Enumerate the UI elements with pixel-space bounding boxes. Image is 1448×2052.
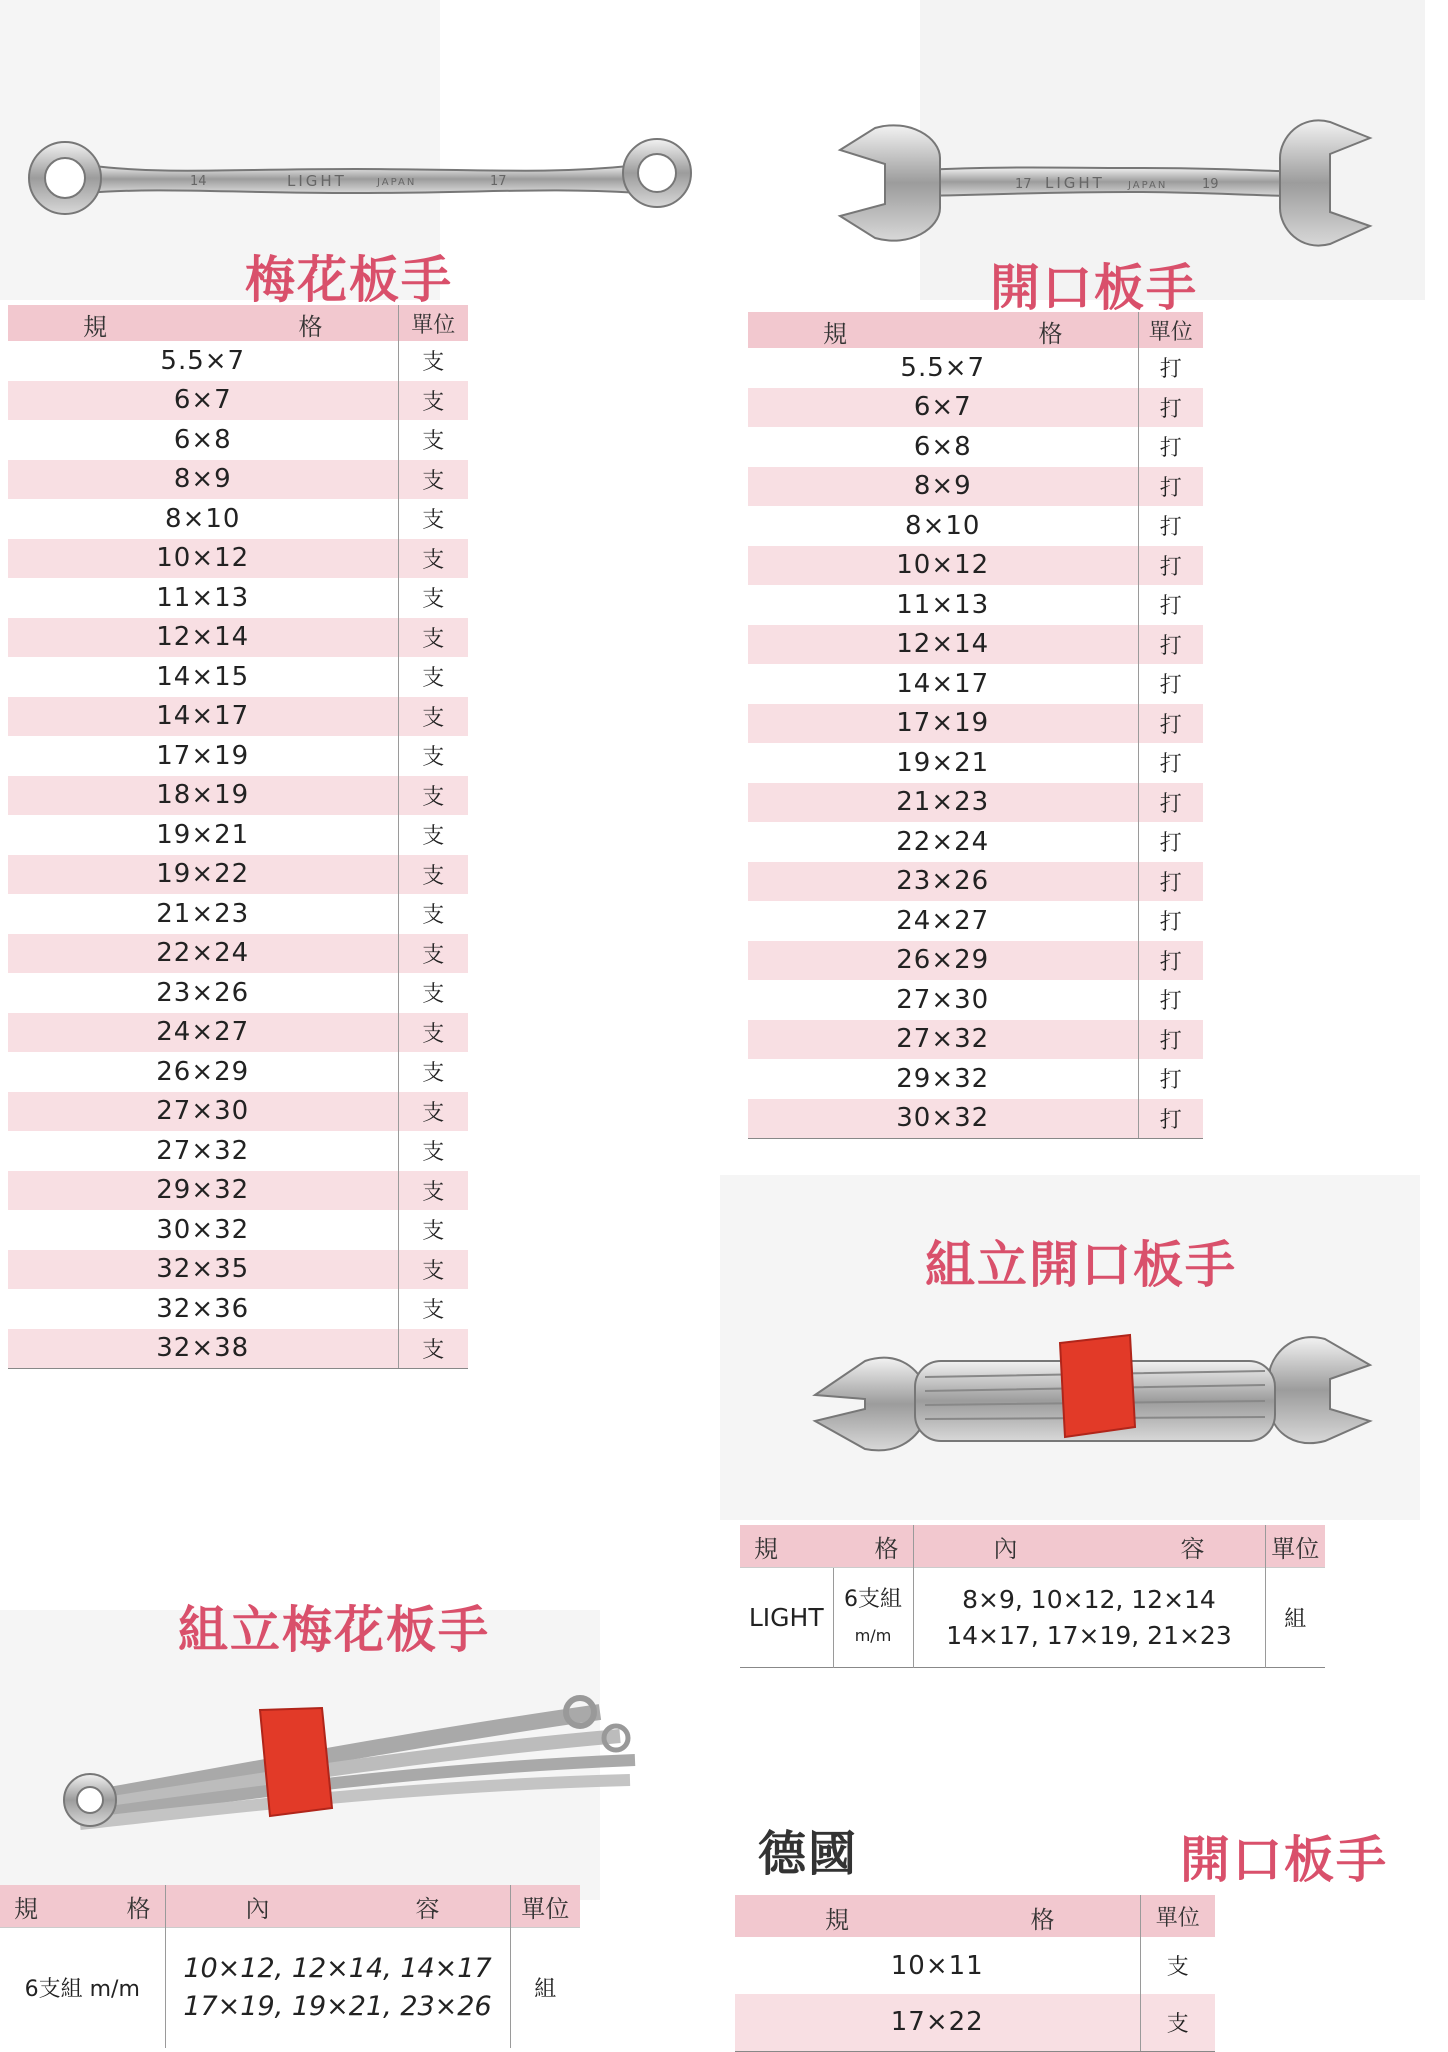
table-row bbox=[8, 1289, 468, 1329]
size-cell: 19×21 bbox=[896, 747, 990, 778]
spec-header bbox=[748, 312, 1138, 348]
content-header-char-1: 內 bbox=[993, 1534, 1018, 1563]
size-cell: 17×19 bbox=[156, 740, 250, 771]
german-prefix: 德國 bbox=[758, 1826, 859, 1882]
unit-cell: 打 bbox=[1138, 980, 1203, 1020]
content-header bbox=[165, 1885, 510, 1928]
table-row bbox=[748, 467, 1203, 507]
unit-cell: 支 bbox=[398, 1250, 468, 1290]
unit-cell: 打 bbox=[1138, 427, 1203, 467]
table-row bbox=[8, 776, 468, 816]
spec-header-char-2: 格 bbox=[126, 1894, 151, 1923]
size-cell: 8×9 bbox=[173, 464, 232, 495]
open-wrench-table bbox=[748, 312, 1203, 1139]
unit-cell: 支 bbox=[398, 381, 468, 421]
spec-header-char-2: 格 bbox=[1030, 1906, 1055, 1934]
content-line-1: 10×12, 12×14, 14×17 bbox=[183, 1952, 492, 1984]
unit-cell: 支 bbox=[398, 1289, 468, 1329]
spec-header-char-2: 格 bbox=[874, 1534, 899, 1563]
table-row bbox=[8, 539, 468, 579]
table-row bbox=[748, 901, 1203, 941]
table-row bbox=[748, 348, 1203, 388]
unit-cell: 打 bbox=[1138, 941, 1203, 981]
unit-cell: 打 bbox=[1138, 506, 1203, 546]
size-cell: 17×22 bbox=[735, 1994, 1140, 2051]
size-cell: 8×10 bbox=[165, 503, 241, 534]
table-row bbox=[740, 1568, 1325, 1668]
table-row bbox=[748, 822, 1203, 862]
spec-header bbox=[740, 1525, 913, 1568]
spec-header-char-2: 格 bbox=[1038, 320, 1063, 348]
unit-cell: 支 bbox=[398, 539, 468, 579]
size-cell: 6×8 bbox=[913, 431, 972, 462]
table-row bbox=[0, 1928, 580, 2048]
table-row bbox=[8, 973, 468, 1013]
size-cell: 27×32 bbox=[156, 1135, 250, 1166]
table-header-row bbox=[740, 1525, 1325, 1568]
ring-wrench-engraving-origin: JAPAN bbox=[377, 177, 417, 188]
size-cell: 14×17 bbox=[156, 701, 250, 732]
ring-wrench-set-table bbox=[0, 1885, 580, 2048]
unit-header: 單位 bbox=[1138, 312, 1203, 348]
size-cell: 17×19 bbox=[896, 708, 990, 739]
unit-cell: 支 bbox=[398, 1210, 468, 1250]
table-row bbox=[8, 1052, 468, 1092]
unit-cell: 支 bbox=[398, 420, 468, 460]
unit-cell: 支 bbox=[398, 776, 468, 816]
unit-cell: 支 bbox=[398, 1171, 468, 1211]
ring-wrench-image bbox=[25, 135, 695, 225]
table-row bbox=[748, 980, 1203, 1020]
unit-cell: 打 bbox=[1138, 625, 1203, 665]
unit-cell: 支 bbox=[398, 736, 468, 776]
table-row bbox=[8, 1250, 468, 1290]
size-cell: 14×15 bbox=[156, 661, 250, 692]
table-row bbox=[748, 427, 1203, 467]
table-header-row bbox=[748, 312, 1203, 348]
spec-header bbox=[735, 1895, 1140, 1937]
content-line-2: 14×17, 17×19, 21×23 bbox=[946, 1620, 1232, 1650]
unit-header: 單位 bbox=[398, 305, 468, 341]
table-row bbox=[748, 1020, 1203, 1060]
table-row bbox=[8, 341, 468, 381]
unit-cell: 支 bbox=[398, 1131, 468, 1171]
table-row bbox=[8, 1013, 468, 1053]
unit-cell: 組 bbox=[510, 1928, 580, 2048]
unit-cell: 支 bbox=[398, 934, 468, 974]
spec-header bbox=[8, 305, 398, 341]
table-row bbox=[8, 894, 468, 934]
unit-header: 單位 bbox=[1265, 1525, 1325, 1568]
unit-cell: 支 bbox=[398, 1329, 468, 1369]
unit-cell: 支 bbox=[398, 578, 468, 618]
unit-cell: 打 bbox=[1138, 585, 1203, 625]
unit-cell: 打 bbox=[1138, 704, 1203, 744]
table-row bbox=[735, 1937, 1215, 1994]
content-header-char-1: 內 bbox=[245, 1894, 270, 1923]
spec-header-char-1: 規 bbox=[83, 313, 107, 341]
pieces-cell bbox=[833, 1568, 913, 1668]
table-row bbox=[748, 783, 1203, 823]
size-cell: 6×7 bbox=[173, 385, 232, 416]
size-cell: 32×35 bbox=[156, 1254, 250, 1285]
ring-wrench-engraving-brand: LIGHT bbox=[287, 172, 347, 190]
size-cell: 30×32 bbox=[748, 1099, 1138, 1139]
size-cell: 18×19 bbox=[156, 780, 250, 811]
size-cell: 5.5×7 bbox=[900, 352, 986, 383]
size-cell: 14×17 bbox=[896, 668, 990, 699]
unit-cell: 支 bbox=[398, 973, 468, 1013]
unit-header: 單位 bbox=[1140, 1895, 1215, 1937]
size-cell: 19×21 bbox=[156, 819, 250, 850]
unit-cell: 打 bbox=[1138, 1099, 1203, 1139]
size-cell: 27×32 bbox=[896, 1024, 990, 1055]
table-row bbox=[8, 1131, 468, 1171]
unit-cell: 支 bbox=[398, 657, 468, 697]
unit-cell: 打 bbox=[1138, 388, 1203, 428]
open-wrench-engraving-left: 17 bbox=[1015, 177, 1032, 192]
ring-wrench-set-image bbox=[60, 1690, 640, 1840]
table-row bbox=[8, 381, 468, 421]
size-cell: 5.5×7 bbox=[160, 345, 246, 376]
open-wrench-engraving-brand: LIGHT bbox=[1045, 174, 1105, 192]
table-row bbox=[748, 506, 1203, 546]
table-row bbox=[8, 460, 468, 500]
german-open-wrench-table bbox=[735, 1895, 1215, 2052]
table-row bbox=[748, 1099, 1203, 1139]
table-row bbox=[8, 618, 468, 658]
unit-cell: 支 bbox=[398, 460, 468, 500]
open-wrench-engraving-origin: JAPAN bbox=[1128, 180, 1168, 191]
size-cell: 10×11 bbox=[890, 1950, 984, 1981]
size-cell: 27×30 bbox=[896, 984, 990, 1015]
unit-cell: 支 bbox=[398, 1013, 468, 1053]
spec-header bbox=[0, 1885, 165, 1928]
open-wrench-set-table bbox=[740, 1525, 1325, 1668]
content-cell bbox=[165, 1928, 510, 2048]
size-cell: 23×26 bbox=[896, 866, 990, 897]
unit-cell: 打 bbox=[1138, 783, 1203, 823]
table-row bbox=[748, 664, 1203, 704]
content-header bbox=[913, 1525, 1265, 1568]
open-wrench-set-title: 組立開口板手 bbox=[925, 1236, 1237, 1294]
ring-wrench-table bbox=[8, 305, 468, 1369]
table-header-row bbox=[0, 1885, 580, 1928]
unit-cell: 支 bbox=[1140, 1937, 1215, 1994]
unit-cell: 支 bbox=[398, 855, 468, 895]
unit-cell: 打 bbox=[1138, 348, 1203, 388]
table-row bbox=[8, 420, 468, 460]
table-row bbox=[748, 546, 1203, 586]
table-row bbox=[748, 743, 1203, 783]
content-header-char-2: 容 bbox=[1180, 1534, 1205, 1563]
size-cell: 29×32 bbox=[156, 1175, 250, 1206]
unit-header: 單位 bbox=[510, 1885, 580, 1928]
unit-cell: 打 bbox=[1138, 1059, 1203, 1099]
size-cell: 8×10 bbox=[905, 510, 981, 541]
size-cell: 6×8 bbox=[173, 424, 232, 455]
unit-cell: 支 bbox=[398, 341, 468, 381]
size-cell: 22×24 bbox=[156, 938, 250, 969]
unit-cell: 支 bbox=[398, 894, 468, 934]
spec-header-char-1: 規 bbox=[823, 320, 847, 348]
size-cell: 27×30 bbox=[156, 1096, 250, 1127]
spec-header-char-1: 規 bbox=[825, 1906, 849, 1934]
open-wrench-engraving-right: 19 bbox=[1202, 177, 1219, 192]
table-header-row bbox=[735, 1895, 1215, 1937]
size-cell: 32×38 bbox=[8, 1329, 398, 1369]
size-cell: 26×29 bbox=[156, 1056, 250, 1087]
open-wrench-set-image bbox=[805, 1325, 1380, 1475]
table-row bbox=[8, 736, 468, 776]
table-row bbox=[8, 1171, 468, 1211]
size-cell: 10×12 bbox=[156, 543, 250, 574]
size-cell: 21×23 bbox=[896, 787, 990, 818]
table-row bbox=[748, 862, 1203, 902]
content-line-2: 17×19, 19×21, 23×26 bbox=[183, 1990, 492, 2022]
table-row bbox=[8, 855, 468, 895]
size-cell: 22×24 bbox=[896, 826, 990, 857]
size-cell: 29×32 bbox=[896, 1063, 990, 1094]
content-header-char-2: 容 bbox=[415, 1894, 440, 1923]
pieces-cell: 6支組 m/m bbox=[0, 1928, 165, 2048]
table-header-row bbox=[8, 305, 468, 341]
ring-wrench-set-title: 組立梅花板手 bbox=[178, 1601, 490, 1659]
table-row bbox=[8, 1329, 468, 1369]
ring-wrench-engraving-left: 14 bbox=[190, 174, 207, 189]
unit-cell: 組 bbox=[1265, 1568, 1325, 1668]
unit-cell: 支 bbox=[398, 815, 468, 855]
unit-cell: 打 bbox=[1138, 467, 1203, 507]
size-cell: 26×29 bbox=[896, 945, 990, 976]
unit-cell: 支 bbox=[398, 1052, 468, 1092]
size-cell: 23×26 bbox=[156, 977, 250, 1008]
size-cell: 24×27 bbox=[156, 1017, 250, 1048]
size-cell: 12×14 bbox=[896, 629, 990, 660]
unit-cell: 支 bbox=[1140, 1994, 1215, 2051]
table-row bbox=[748, 585, 1203, 625]
unit-cell: 打 bbox=[1138, 546, 1203, 586]
german-open-wrench-title: 開口板手 bbox=[1180, 1831, 1388, 1889]
table-row bbox=[748, 625, 1203, 665]
table-row bbox=[748, 704, 1203, 744]
size-cell: 32×36 bbox=[156, 1293, 250, 1324]
ring-wrench-engraving-right: 17 bbox=[490, 174, 507, 189]
table-row bbox=[748, 388, 1203, 428]
metric-label: m/m bbox=[854, 1625, 892, 1645]
spec-header-char-1: 規 bbox=[14, 1894, 38, 1923]
pieces-label: 6支組 bbox=[844, 1586, 902, 1612]
table-row bbox=[8, 1092, 468, 1132]
table-row bbox=[8, 499, 468, 539]
brand-cell: LIGHT bbox=[740, 1568, 833, 1668]
unit-cell: 打 bbox=[1138, 862, 1203, 902]
size-cell: 24×27 bbox=[896, 905, 990, 936]
size-cell: 21×23 bbox=[156, 898, 250, 929]
spec-header-char-2: 格 bbox=[298, 313, 323, 341]
size-cell: 12×14 bbox=[156, 622, 250, 653]
size-cell: 8×9 bbox=[913, 471, 972, 502]
table-row bbox=[735, 1994, 1215, 2051]
spec-header-char-1: 規 bbox=[754, 1534, 778, 1563]
unit-cell: 打 bbox=[1138, 664, 1203, 704]
size-cell: 19×22 bbox=[156, 859, 250, 890]
open-wrench-image bbox=[830, 108, 1390, 253]
size-cell: 6×7 bbox=[913, 392, 972, 423]
unit-cell: 支 bbox=[398, 697, 468, 737]
ring-wrench-title: 梅花板手 bbox=[245, 251, 453, 309]
table-row bbox=[748, 1059, 1203, 1099]
size-cell: 30×32 bbox=[156, 1214, 250, 1245]
size-cell: 11×13 bbox=[896, 589, 990, 620]
unit-cell: 支 bbox=[398, 499, 468, 539]
unit-cell: 打 bbox=[1138, 743, 1203, 783]
table-row bbox=[8, 697, 468, 737]
unit-cell: 打 bbox=[1138, 822, 1203, 862]
table-row bbox=[8, 815, 468, 855]
unit-cell: 打 bbox=[1138, 901, 1203, 941]
unit-cell: 支 bbox=[398, 618, 468, 658]
content-cell bbox=[913, 1568, 1265, 1668]
unit-cell: 打 bbox=[1138, 1020, 1203, 1060]
table-row bbox=[748, 941, 1203, 981]
table-row bbox=[8, 934, 468, 974]
table-row bbox=[8, 657, 468, 697]
table-row bbox=[8, 1210, 468, 1250]
table-row bbox=[8, 578, 468, 618]
size-cell: 10×12 bbox=[896, 550, 990, 581]
open-wrench-title: 開口板手 bbox=[990, 259, 1198, 317]
unit-cell: 支 bbox=[398, 1092, 468, 1132]
content-line-1: 8×9, 10×12, 12×14 bbox=[962, 1584, 1216, 1614]
size-cell: 11×13 bbox=[156, 582, 250, 613]
